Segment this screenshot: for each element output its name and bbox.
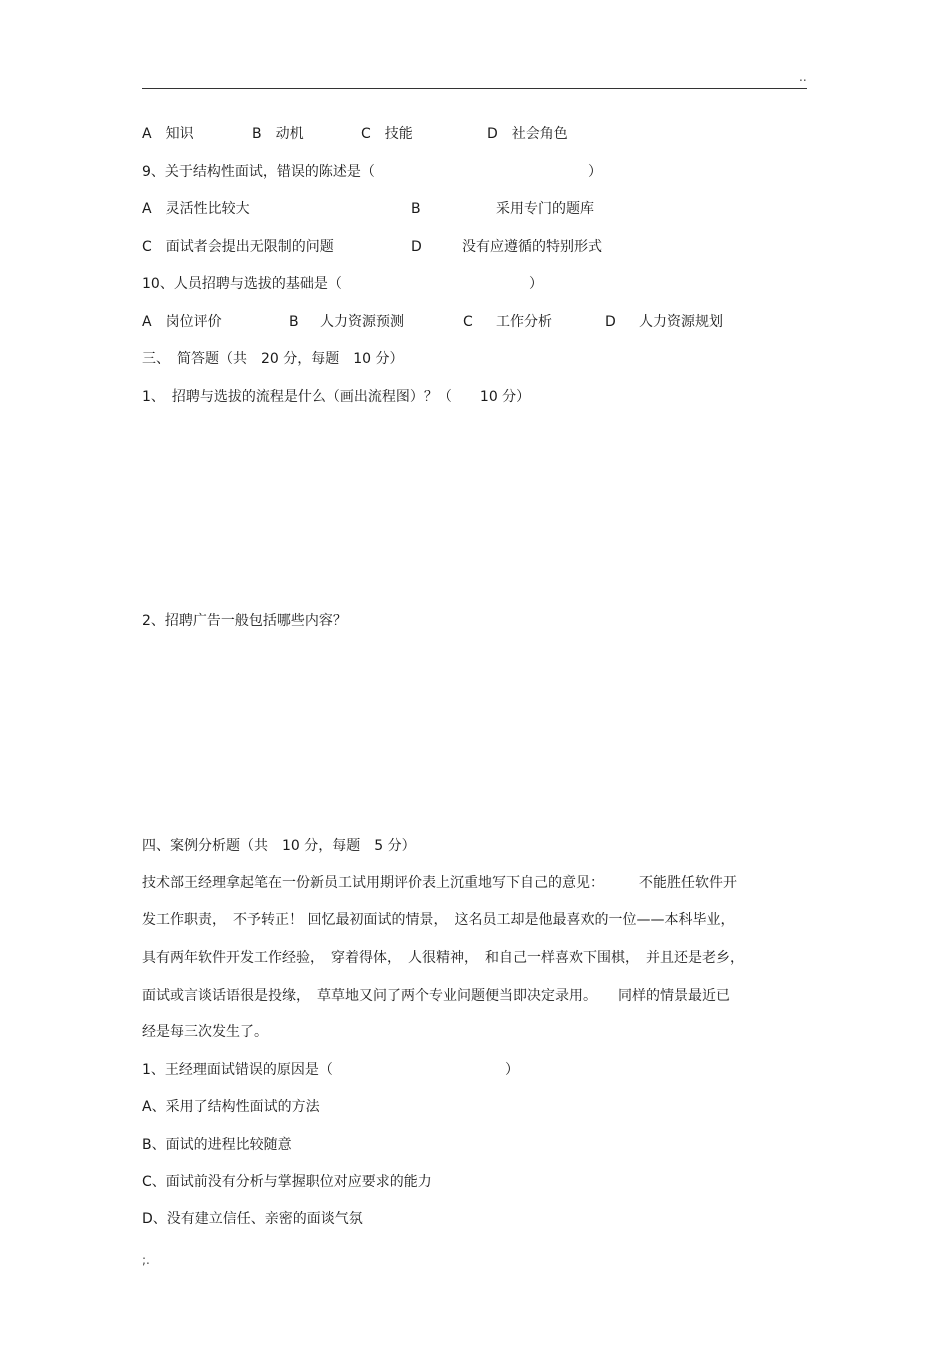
q9-option-b-letter: B: [411, 201, 421, 217]
q10-option-a: A 岗位评价: [142, 314, 222, 330]
header-rule: [142, 88, 807, 89]
q10-close-paren: ）: [529, 276, 543, 292]
case-paragraph-line: 具有两年软件开发工作经验， 穿着得体， 人很精神， 和自己一样喜欢下围棋， 并且还是老乡，: [142, 950, 744, 966]
q8-option-c: C 技能: [361, 126, 413, 142]
header-mark: ..: [799, 70, 807, 84]
q9-stem: 9、关于结构性面试，错误的陈述是（: [142, 164, 375, 180]
q9-option-c: C 面试者会提出无限制的问题: [142, 239, 334, 255]
q9-option-d-letter: D: [411, 239, 422, 255]
case-paragraph-line: 技术部王经理拿起笔在一份新员工试用期评价表上沉重地写下自己的意见： 不能胜任软件开: [142, 875, 737, 891]
q9-option-d-text: 没有应遵循的特别形式: [462, 239, 602, 255]
q9-close-paren: ）: [588, 164, 602, 180]
q10-option-b-text: 人力资源预测: [320, 314, 404, 330]
case-option-c: C、面试前没有分析与掌握职位对应要求的能力: [142, 1174, 432, 1190]
case-paragraph-line: 发工作职责， 不予转正！ 回忆最初面试的情景， 这名员工却是他最喜欢的一位——本科毕业，: [142, 912, 735, 928]
q10-option-d-text: 人力资源规划: [639, 314, 723, 330]
case-paragraph-line: 经是每三次发生了。: [142, 1024, 268, 1040]
footer-mark: ;.: [142, 1253, 150, 1267]
q8-option-a: A 知识: [142, 126, 194, 142]
q10-option-c-letter: C: [463, 314, 473, 330]
q10-option-d-letter: D: [605, 314, 616, 330]
q8-option-b: B 动机: [252, 126, 304, 142]
section3-question-2: 2、招聘广告一般包括哪些内容？: [142, 613, 347, 629]
q9-option-b-text: 采用专门的题库: [496, 201, 594, 217]
case-question-1-stem: 1、王经理面试错误的原因是（: [142, 1062, 333, 1078]
section4-title: 四、案例分析题（共 10 分，每题 5 分）: [142, 838, 416, 854]
case-paragraph-line: 面试或言谈话语很是投缘， 草草地又问了两个专业问题便当即决定录用。 同样的情景最近已: [142, 988, 730, 1004]
section3-title: 三、 简答题（共 20 分，每题 10 分）: [142, 351, 404, 367]
q10-option-b-letter: B: [289, 314, 299, 330]
case-option-a: A、采用了结构性面试的方法: [142, 1099, 320, 1115]
case-option-b: B、面试的进程比较随意: [142, 1137, 292, 1153]
q9-option-a: A 灵活性比较大: [142, 201, 250, 217]
section3-question-1: 1、 招聘与选拔的流程是什么（画出流程图）？（ 10 分）: [142, 389, 531, 405]
q8-option-d: D 社会角色: [487, 126, 568, 142]
q10-option-c-text: 工作分析: [496, 314, 552, 330]
case-option-d: D、没有建立信任、亲密的面谈气氛: [142, 1211, 363, 1227]
case-question-1-close-paren: ）: [505, 1062, 519, 1078]
q10-stem: 10、人员招聘与选拔的基础是（: [142, 276, 342, 292]
